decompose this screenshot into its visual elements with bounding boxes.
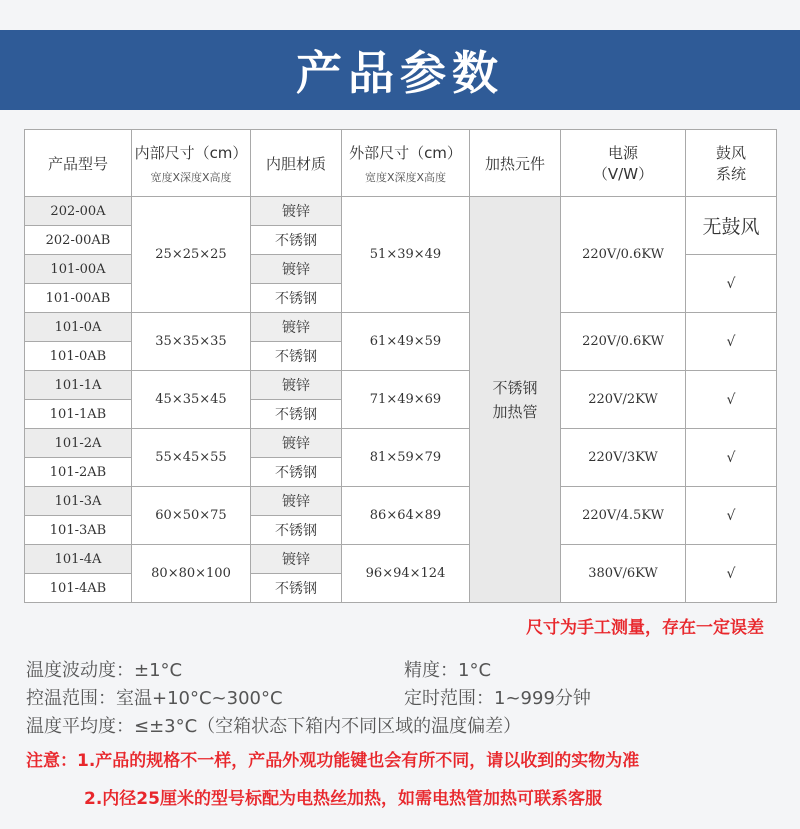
- table-row: [25, 197, 777, 226]
- header-power-sub: （V/W）: [592, 165, 654, 183]
- blower-cell: √: [686, 313, 777, 371]
- model-cell: 101-2A: [25, 429, 132, 458]
- liner-cell: 镀锌: [251, 429, 342, 458]
- page-title: 产品参数: [296, 46, 504, 100]
- liner-cell: 不锈钢: [251, 226, 342, 255]
- model-cell: 101-0AB: [25, 342, 132, 371]
- header-inner-size-label: 内部尺寸（cm）: [134, 143, 248, 162]
- model-cell: 101-1AB: [25, 400, 132, 429]
- header-model: 产品型号: [25, 130, 132, 197]
- outer-size-cell: 96×94×124: [342, 545, 470, 603]
- blower-cell: √: [686, 255, 777, 313]
- outer-size-cell: 51×39×49: [342, 197, 470, 313]
- liner-cell: 不锈钢: [251, 458, 342, 487]
- blower-cell: √: [686, 545, 777, 603]
- power-cell: 220V/0.6KW: [561, 197, 686, 313]
- model-cell: 101-00AB: [25, 284, 132, 313]
- heater-line1: 不锈钢: [492, 378, 538, 397]
- notice-line-1: 注意：1.产品的规格不一样，产品外观功能键也会有所不同，请以收到的实物为准: [26, 751, 640, 771]
- heater-line2: 加热管: [492, 402, 538, 421]
- liner-cell: 镀锌: [251, 487, 342, 516]
- header-power: [561, 130, 686, 197]
- header-outer-size-label: 外部尺寸（cm）: [349, 143, 462, 162]
- spec-timer: 定时范围：1~999分钟: [404, 688, 591, 709]
- header-power-label: 电源: [607, 144, 638, 162]
- table-row: [25, 429, 777, 458]
- blower-cell: 无鼓风: [686, 197, 777, 255]
- liner-cell: 镀锌: [251, 255, 342, 284]
- model-cell: 101-4AB: [25, 574, 132, 603]
- blower-cell: √: [686, 429, 777, 487]
- model-cell: 202-00AB: [25, 226, 132, 255]
- power-cell: 220V/3KW: [561, 429, 686, 487]
- spec-range: 控温范围：室温+10°C~300°C: [26, 688, 283, 709]
- table-header-row: [25, 130, 777, 197]
- spec-fluctuation: 温度波动度：±1°C: [26, 660, 183, 681]
- header-inner-size-sub: 宽度X深度X高度: [150, 170, 232, 184]
- spec-precision: 精度：1°C: [404, 660, 492, 681]
- header-inner-size: [132, 130, 251, 197]
- outer-size-cell: 71×49×69: [342, 371, 470, 429]
- inner-size-cell: 45×35×45: [132, 371, 251, 429]
- model-cell: 202-00A: [25, 197, 132, 226]
- title-banner: [0, 30, 800, 110]
- table-row: [25, 487, 777, 516]
- outer-size-cell: 61×49×59: [342, 313, 470, 371]
- power-cell: 220V/0.6KW: [561, 313, 686, 371]
- model-cell: 101-1A: [25, 371, 132, 400]
- spec-table: [24, 129, 777, 603]
- power-cell: 380V/6KW: [561, 545, 686, 603]
- model-cell: 101-3AB: [25, 516, 132, 545]
- power-cell: 220V/2KW: [561, 371, 686, 429]
- outer-size-cell: 81×59×79: [342, 429, 470, 487]
- model-cell: 101-0A: [25, 313, 132, 342]
- liner-cell: 不锈钢: [251, 516, 342, 545]
- model-cell: 101-2AB: [25, 458, 132, 487]
- table-row: [25, 313, 777, 342]
- header-blower-line2: 系统: [715, 165, 746, 183]
- liner-cell: 不锈钢: [251, 284, 342, 313]
- inner-size-cell: 55×45×55: [132, 429, 251, 487]
- liner-cell: 镀锌: [251, 545, 342, 574]
- model-cell: 101-4A: [25, 545, 132, 574]
- blower-cell: √: [686, 371, 777, 429]
- liner-cell: 不锈钢: [251, 400, 342, 429]
- power-cell: 220V/4.5KW: [561, 487, 686, 545]
- table-row: [25, 371, 777, 400]
- inner-size-cell: 35×35×35: [132, 313, 251, 371]
- inner-size-cell: 60×50×75: [132, 487, 251, 545]
- inner-size-cell: 25×25×25: [132, 197, 251, 313]
- header-blower: [686, 130, 777, 197]
- measurement-note: 尺寸为手工测量，存在一定误差: [526, 618, 764, 638]
- blower-cell: √: [686, 487, 777, 545]
- liner-cell: 镀锌: [251, 197, 342, 226]
- heater-cell: [470, 197, 561, 603]
- spec-uniformity: 温度平均度：≤±3°C（空箱状态下箱内不同区域的温度偏差）: [26, 716, 522, 737]
- notice-line-2: 2.内径25厘米的型号标配为电热丝加热，如需电热管加热可联系客服: [84, 789, 602, 809]
- model-cell: 101-00A: [25, 255, 132, 284]
- header-heater: 加热元件: [470, 130, 561, 197]
- inner-size-cell: 80×80×100: [132, 545, 251, 603]
- header-outer-size: [342, 130, 470, 197]
- liner-cell: 不锈钢: [251, 574, 342, 603]
- header-blower-line1: 鼓风: [715, 144, 746, 162]
- liner-cell: 镀锌: [251, 313, 342, 342]
- header-outer-size-sub: 宽度X深度X高度: [364, 170, 447, 184]
- table-row: [25, 545, 777, 574]
- liner-cell: 不锈钢: [251, 342, 342, 371]
- model-cell: 101-3A: [25, 487, 132, 516]
- liner-cell: 镀锌: [251, 371, 342, 400]
- header-liner: 内胆材质: [251, 130, 342, 197]
- outer-size-cell: 86×64×89: [342, 487, 470, 545]
